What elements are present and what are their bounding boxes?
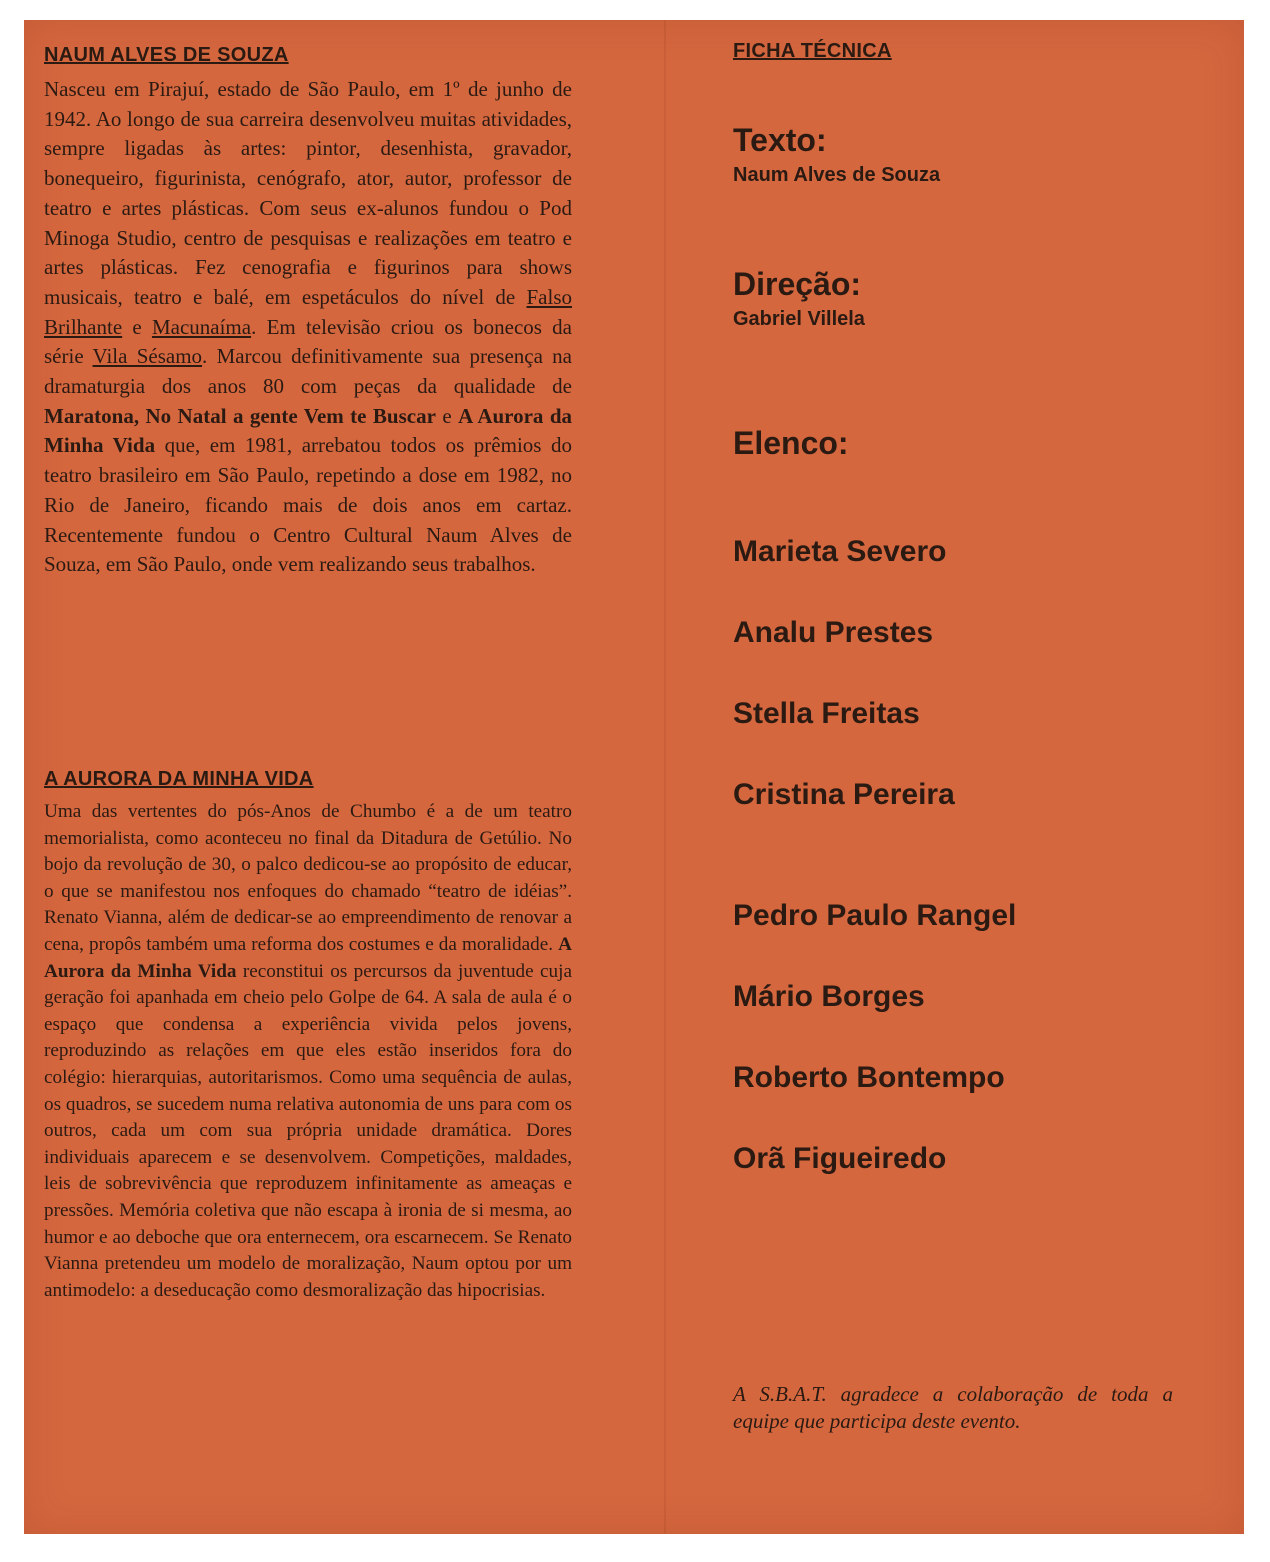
bio-text-2: . Em televisão criou os bonecos da série	[44, 314, 572, 369]
fold-line	[664, 20, 666, 1534]
play-aurora: A Aurora da Minha Vida	[44, 403, 573, 458]
bio-and: e	[132, 314, 142, 339]
acknowledgement-text: A S.B.A.T. agradece a colaboração de toda a equipe que participa deste evento.	[733, 1382, 1173, 1433]
aurora-section	[44, 768, 572, 1304]
cast-member: Cristina Pereira	[733, 778, 955, 811]
cast-member: Pedro Paulo Rangel	[733, 899, 1017, 932]
texto-label: Texto:	[733, 122, 827, 158]
bio-text-1: Nasceu em Pirajuí, estado de São Paulo, em 1º de junho de 1942. Ao longo de sua carreira desenvolveu muitas atividades, sempre ligadas às artes: pintor, desenhista, gravador, bonequeiro, figurinista, cenógrafo, ator, autor, professor de teatro e artes plásticas. Com seus ex-alunos fundou o Pod Minoga Studio, centro de pesquisas e realizações em teatro e artes plásticas. Fez cenografia e figurinos para shows musicais, teatro e balé, em espetáculos do nível de	[44, 77, 572, 309]
cast-member: Stella Freitas	[733, 697, 920, 730]
elenco-label: Elenco:	[733, 425, 849, 461]
aurora-text-2: reconstitui os percursos da juventude cuja geração foi apanhada em cheio pelo Golpe de 64. A sala de aula é o espaço que condensa a experiência vivida pelos jovens, reproduzindo as relações em que eles estão inseridos fora do colégio: hierarquias, autoritarismos. Como uma sequência de aulas, os quadros, se sucedem numa relativa autonomia de uns para com os outros, cada um com sua própria unidade dramática. Dores individuais aparecem e se desenvolvem. Competições, maldades, leis de sobrevivência que reproduzem infinitamente as ameaças e pressões. Memória coletiva que não escapa à ironia de si mesma, ao humor e ao deboche que ora enternecem, ora escarnecem. Se Renato Vianna pretendeu um modelo de moralização, Naum optou por um antimodelo: a deseducação como desmoralização das hipocrisias.	[44, 960, 572, 1301]
play-maratona: Maratona, No Natal a gente Vem te Buscar	[44, 403, 436, 428]
bio-text-4: que, em 1981, arrebatou todos os prêmios do teatro brasileiro em São Paulo, repetindo a dose em 1982, no Rio de Janeiro, ficando mais de dois anos em cartaz. Recentemente fundou o Centro Cultural Naum Alves de Souza, em São Paulo, onde vem realizando seus trabalhos.	[44, 433, 572, 577]
bio-heading: NAUM ALVES DE SOUZA	[44, 44, 289, 66]
aurora-title-inline: A Aurora da Minha Vida	[44, 933, 572, 982]
cast-member: Mário Borges	[733, 980, 925, 1013]
work-macunaima: Macunaíma	[151, 314, 252, 339]
cast-member: Marieta Severo	[733, 535, 947, 568]
aurora-heading: A AURORA DA MINHA VIDA	[44, 768, 314, 790]
bio-and-2: e	[442, 403, 452, 428]
bio-section	[44, 44, 572, 580]
texto-value: Naum Alves de Souza	[733, 164, 941, 186]
cast-member: Roberto Bontempo	[733, 1061, 1005, 1094]
ficha-tecnica-heading: FICHA TÉCNICA	[733, 40, 892, 62]
direcao-label: Direção:	[733, 266, 862, 302]
cast-member: Orã Figueiredo	[733, 1142, 947, 1175]
bio-paragraph	[44, 75, 572, 580]
work-falso-brilhante: Falso Brilhante	[44, 284, 573, 339]
cast-member: Analu Prestes	[733, 616, 934, 649]
direcao-value: Gabriel Villela	[733, 308, 865, 330]
bio-text-3: . Marcou definitivamente sua presença na dramaturgia dos anos 80 com peças da qualidade de	[44, 344, 572, 399]
aurora-paragraph	[44, 799, 572, 1304]
aurora-text-1: Uma das vertentes do pós-Anos de Chumbo é a de um teatro memorialista, como aconteceu no final da Ditadura de Getúlio. No bojo da revolução de 30, o palco dedicou-se ao propósito de educar, o que se manifestou nos enfoques do chamado “teatro de idéias”. Renato Vianna, além de dedicar-se ao empreendimento de renovar a cena, propôs também uma reforma dos costumes e da moralidade.	[44, 801, 572, 955]
work-vila-sesamo: Vila Sésamo	[92, 344, 203, 369]
